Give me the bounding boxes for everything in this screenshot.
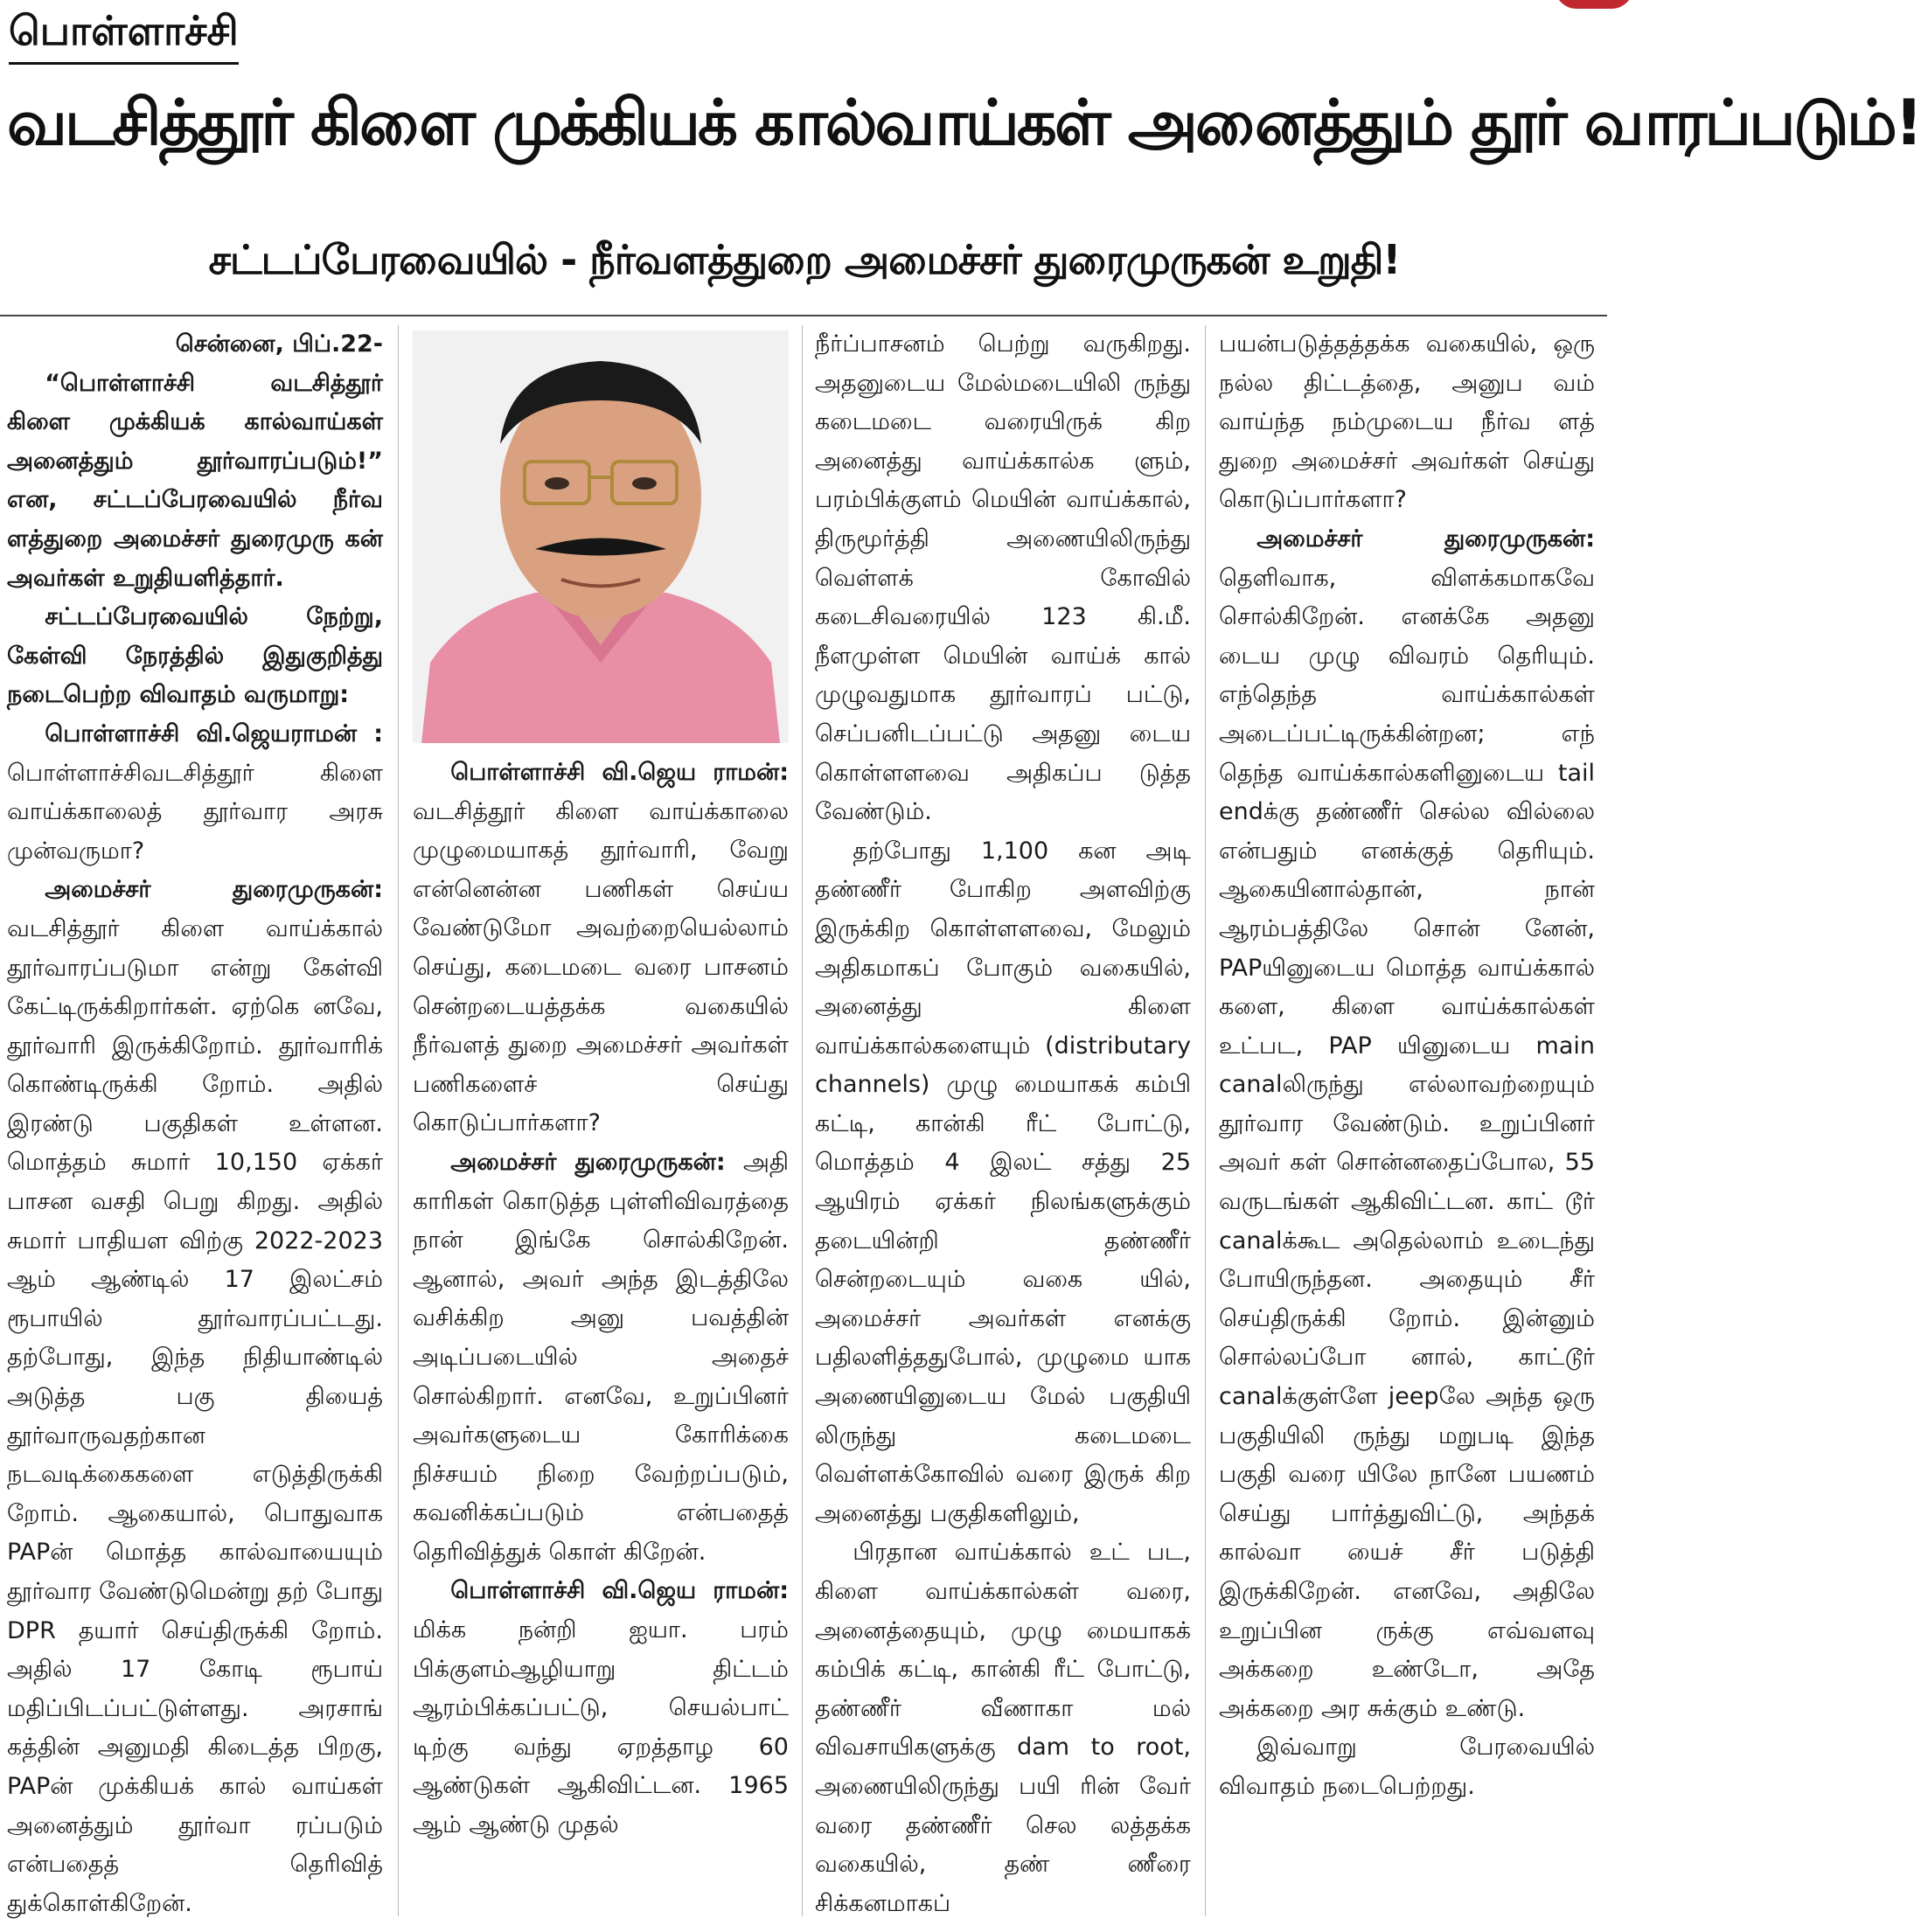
article-paragraph [1219,1728,1595,1806]
paragraph-text: நீர்ப்பாசனம் பெற்று வருகிறது. அதனுடைய மேல்மடையிலி ருந்து கடைமடை வரையிருக் கிற அனைத்து வாய்க்கால்க ளும், பரம்பிக்குளம் மெயின் வாய்க்கால், திருமூர்த்தி அணையிலிருந்து வெள்ளக் கோவில் கடைசிவரையில் 123 கி.மீ. நீளமுள்ள மெயின் வாய்க் கால் முழுவதுமாக தூர்வாரப் பட்டு, செப்பனிடப்பட்டு அதனு டைய கொள்ளளவை அதிகப்ப டுத்த வேண்டும். [815,330,1191,826]
article-column-4 [1219,325,1595,1807]
paragraph-text: சட்டப்பேரவையில் நேற்று, கேள்வி நேரத்தில் இதுகுறித்து நடைபெற்ற விவாதம் வருமாறு: [7,603,383,709]
article-paragraph [815,1533,1191,1923]
speaker-label: அமைச்சர் துரைமுருகன்: [45,876,383,904]
article-paragraph [7,871,383,1923]
speaker-label: அமைச்சர் துரைமுருகன்: [1256,525,1595,552]
article-paragraph [815,325,1191,832]
column-divider [398,325,399,1916]
paragraph-text: இவ்வாறு பேரவையில் விவாதம் நடைபெற்றது. [1219,1734,1595,1800]
speaker-label: பொள்ளாச்சி வி.ஜெய ராமன்: [450,1577,789,1605]
article-paragraph [413,1572,789,1845]
article-column-3 [815,325,1191,1923]
paragraph-text: அதி காரிகள் கொடுத்த புள்ளிவிவரத்தை நான் இங்கே சொல்கிறேன். ஆனால், அவர் அந்த இடத்திலே வசிக்கிற அனு பவத்தின் அடிப்படையில் அதைச் சொல்கிறார். எனவே, உறுப்பினர் அவர்களுடைய கோரிக்கை நிச்சயம் நிறை வேற்றப்படும், கவனிக்கப்படும் என்பதைத் தெரிவித்துக் கொள் கிறேன். [413,1148,789,1566]
article-paragraph [413,1143,789,1573]
header-divider [0,315,1607,316]
paragraph-text: பயன்படுத்தத்தக்க வகையில், ஒரு நல்ல திட்டத்தை, அனுப வம் வாய்ந்த நம்முடைய நீர்வ ளத் துறை அமைச்சர் அவர்கள் செய்து கொடுப்பார்களா? [1219,330,1595,514]
portrait-illustration [413,330,789,743]
subheadline: சட்டப்பேரவையில் - நீர்வளத்துறை அமைச்சர் துரைமுருகன் உறுதி! [208,236,1401,283]
article-paragraph [7,715,383,871]
paragraph-text: மிக்க நன்றி ஐயா. பரம் பிக்குளம்ஆழியாறு திட்டம் ஆரம்பிக்கப்பட்டு, செயல்பாட் டிற்கு வந்து ஏறத்தாழ 60 ஆண்டுகள் ஆகிவிட்டன. 1965 ஆம் ஆண்டு முதல் [413,1616,789,1839]
corner-logo-mark [1555,0,1633,9]
article-paragraph [7,598,383,715]
article-paragraph [1219,520,1595,1728]
dateline: சென்னை, பிப்.22- [175,330,383,358]
headline: வடசித்தூர் கிளை முக்கியக் கால்வாய்கள் அனைத்தும் தூர் வாரப்படும்! [7,86,1921,159]
article-paragraph [7,365,383,599]
article-paragraph [1219,325,1595,520]
speaker-label: பொள்ளாச்சி வி.ஜெய ராமன்: [450,759,789,786]
paragraph-text: பொள்ளாச்சிவடசித்தூர் கிளை வாய்க்காலைத் தூர்வார அரசு முன்வருமா? [7,759,383,865]
article-column-1 [7,325,383,1923]
paragraph-text: பிரதான வாய்க்கால் உட் பட, கிளை வாய்க்கால்கள் வரை, அனைத்தையும், முழு மையாகக் கம்பிக் கட்டி, கான்கி ரீட் போட்டு, தண்ணீர் வீணாகா மல் விவசாயிகளுக்கு dam to root, அணையிலிருந்து பயி ரின் வேர் வரை தண்ணீர் செல லத்தக்க வகையில், தண் ணீரை சிக்கனமாகப் [815,1539,1191,1917]
column-divider [802,325,803,1916]
speaker-label: அமைச்சர் துரைமுருகன்: [450,1148,726,1176]
column-divider [1205,325,1206,1916]
portrait-photo [413,330,789,743]
paragraph-text: வடசித்தூர் கிளை வாய்க்கால் தூர்வாரப்படுமா என்று கேள்வி கேட்டிருக்கிறார்கள். ஏற்கெ னவே, தூர்வாரி இருக்கிறோம். தூர்வாரிக் கொண்டிருக்கி றோம். அதில் இரண்டு பகுதிகள் உள்ளன. மொத்தம் சுமார் 10,150 ஏக்கர் பாசன வசதி பெறு கிறது. அதில் சுமார் பாதியள விற்கு 2022-2023 ஆம் ஆண்டில் 17 இலட்சம் ரூபாயில் தூர்வாரப்பட்டது. தற்போது, இந்த நிதியாண்டில் அடுத்த பகு தியைத் தூர்வாருவதற்கான நடவடிக்கைகளை எடுத்திருக்கி றோம். ஆகையால், பொதுவாக PAPன் மொத்த கால்வாயையும் தூர்வார வேண்டுமென்று தற் போது DPR தயார் செய்திருக்கி றோம். அதில் 17 கோடி ரூபாய் மதிப்பிடப்பட்டுள்ளது. அரசாங் கத்தின் அனுமதி கிடைத்த பிறகு, PAPன் முக்கியக் கால் வாய்கள் அனைத்தும் தூர்வா ரப்படும் என்பதைத் தெரிவித் துக்கொள்கிறேன். [7,914,383,1917]
article-paragraph [815,832,1191,1534]
article-column-2 [413,754,789,1845]
paragraph-text: வடசித்தூர் கிளை வாய்க்காலை முழுமையாகத் தூர்வாரி, வேறு என்னென்ன பணிகள் செய்ய வேண்டுமோ அவற்றையெல்லாம் செய்து, கடைமடை வரை பாசனம் சென்றடையத்தக்க வகையில் நீர்வளத் துறை அமைச்சர் அவர்கள் பணிகளைச் செய்து கொடுப்பார்களா? [413,797,789,1137]
article-paragraph [413,754,789,1143]
paragraph-text: “பொள்ளாச்சி வடசித்தூர் கிளை முக்கியக் கால்வாய்கள் அனைத்தும் தூர்வாரப்படும்!” என, சட்டப்பேரவையில் நீர்வ ளத்துறை அமைச்சர் துரைமுரு கன் அவர்கள் உறுதியளித்தார். [7,369,383,592]
paragraph-text: தற்போது 1,100 கன அடி தண்ணீர் போகிற அளவிற்கு இருக்கிற கொள்ளளவை, மேலும் அதிகமாகப் போகும் வகையில், அனைத்து கிளை வாய்க்கால்களையும் (distributary channels) முழு மையாகக் கம்பி கட்டி, கான்கி ரீட் போட்டு, மொத்தம் 4 இலட் சத்து 25 ஆயிரம் ஏக்கர் நிலங்களுக்கும் தடையின்றி தண்ணீர் சென்றடையும் வகை யில், அமைச்சர் அவர்கள் எனக்கு பதிலளித்ததுபோல், முழுமை யாக அணையினுடைய மேல் பகுதியி லிருந்து கடைமடை வெள்ளக்கோவில் வரை இருக் கிற அனைத்து பகுதிகளிலும், [815,837,1191,1527]
speaker-label: பொள்ளாச்சி வி.ஜெயராமன் : [45,719,383,747]
paragraph-text: தெளிவாக, விளக்கமாகவே சொல்கிறேன். எனக்கே அதனு டைய முழு விவரம் தெரியும். எந்தெந்த வாய்க்கால்கள் அடைப்பட்டிருக்கின்றன; எந் தெந்த வாய்க்கால்களினுடைய tail endக்கு தண்ணீர் செல்ல வில்லை என்பதும் எனக்குத் தெரியும். ஆகையினால்தான், நான் ஆரம்பத்திலே சொன் னேன், PAPயினுடைய மொத்த வாய்க்கால் களை, கிளை வாய்க்கால்கள் உட்பட, PAP யினுடைய main canalலிருந்து எல்லாவற்றையும் தூர்வார வேண்டும். உறுப்பினர் அவர் கள் சொன்னதைப்போல, 55 வருடங்கள் ஆகிவிட்டன. காட் டூர் canalக்கூட அதெல்லாம் உடைந்து போயிருந்தன. அதையும் சீர் செய்திருக்கி றோம். இன்னும் சொல்லப்போ னால், காட்டூர் canalக்குள்ளே jeepலே அந்த ஒரு பகுதியிலி ருந்து மறுபடி இந்த பகுதி வரை யிலே நானே பயணம் செய்து பார்த்துவிட்டு, அந்தக் கால்வா யைச் சீர் படுத்தி இருக்கிறேன். எனவே, அதிலே உறுப்பின ருக்கு எவ்வளவு அக்கறை உண்டோ, அதே அக்கறை அர சுக்கும் உண்டு. [1219,564,1595,1722]
section-kicker: பொள்ளாச்சி [9,7,239,65]
